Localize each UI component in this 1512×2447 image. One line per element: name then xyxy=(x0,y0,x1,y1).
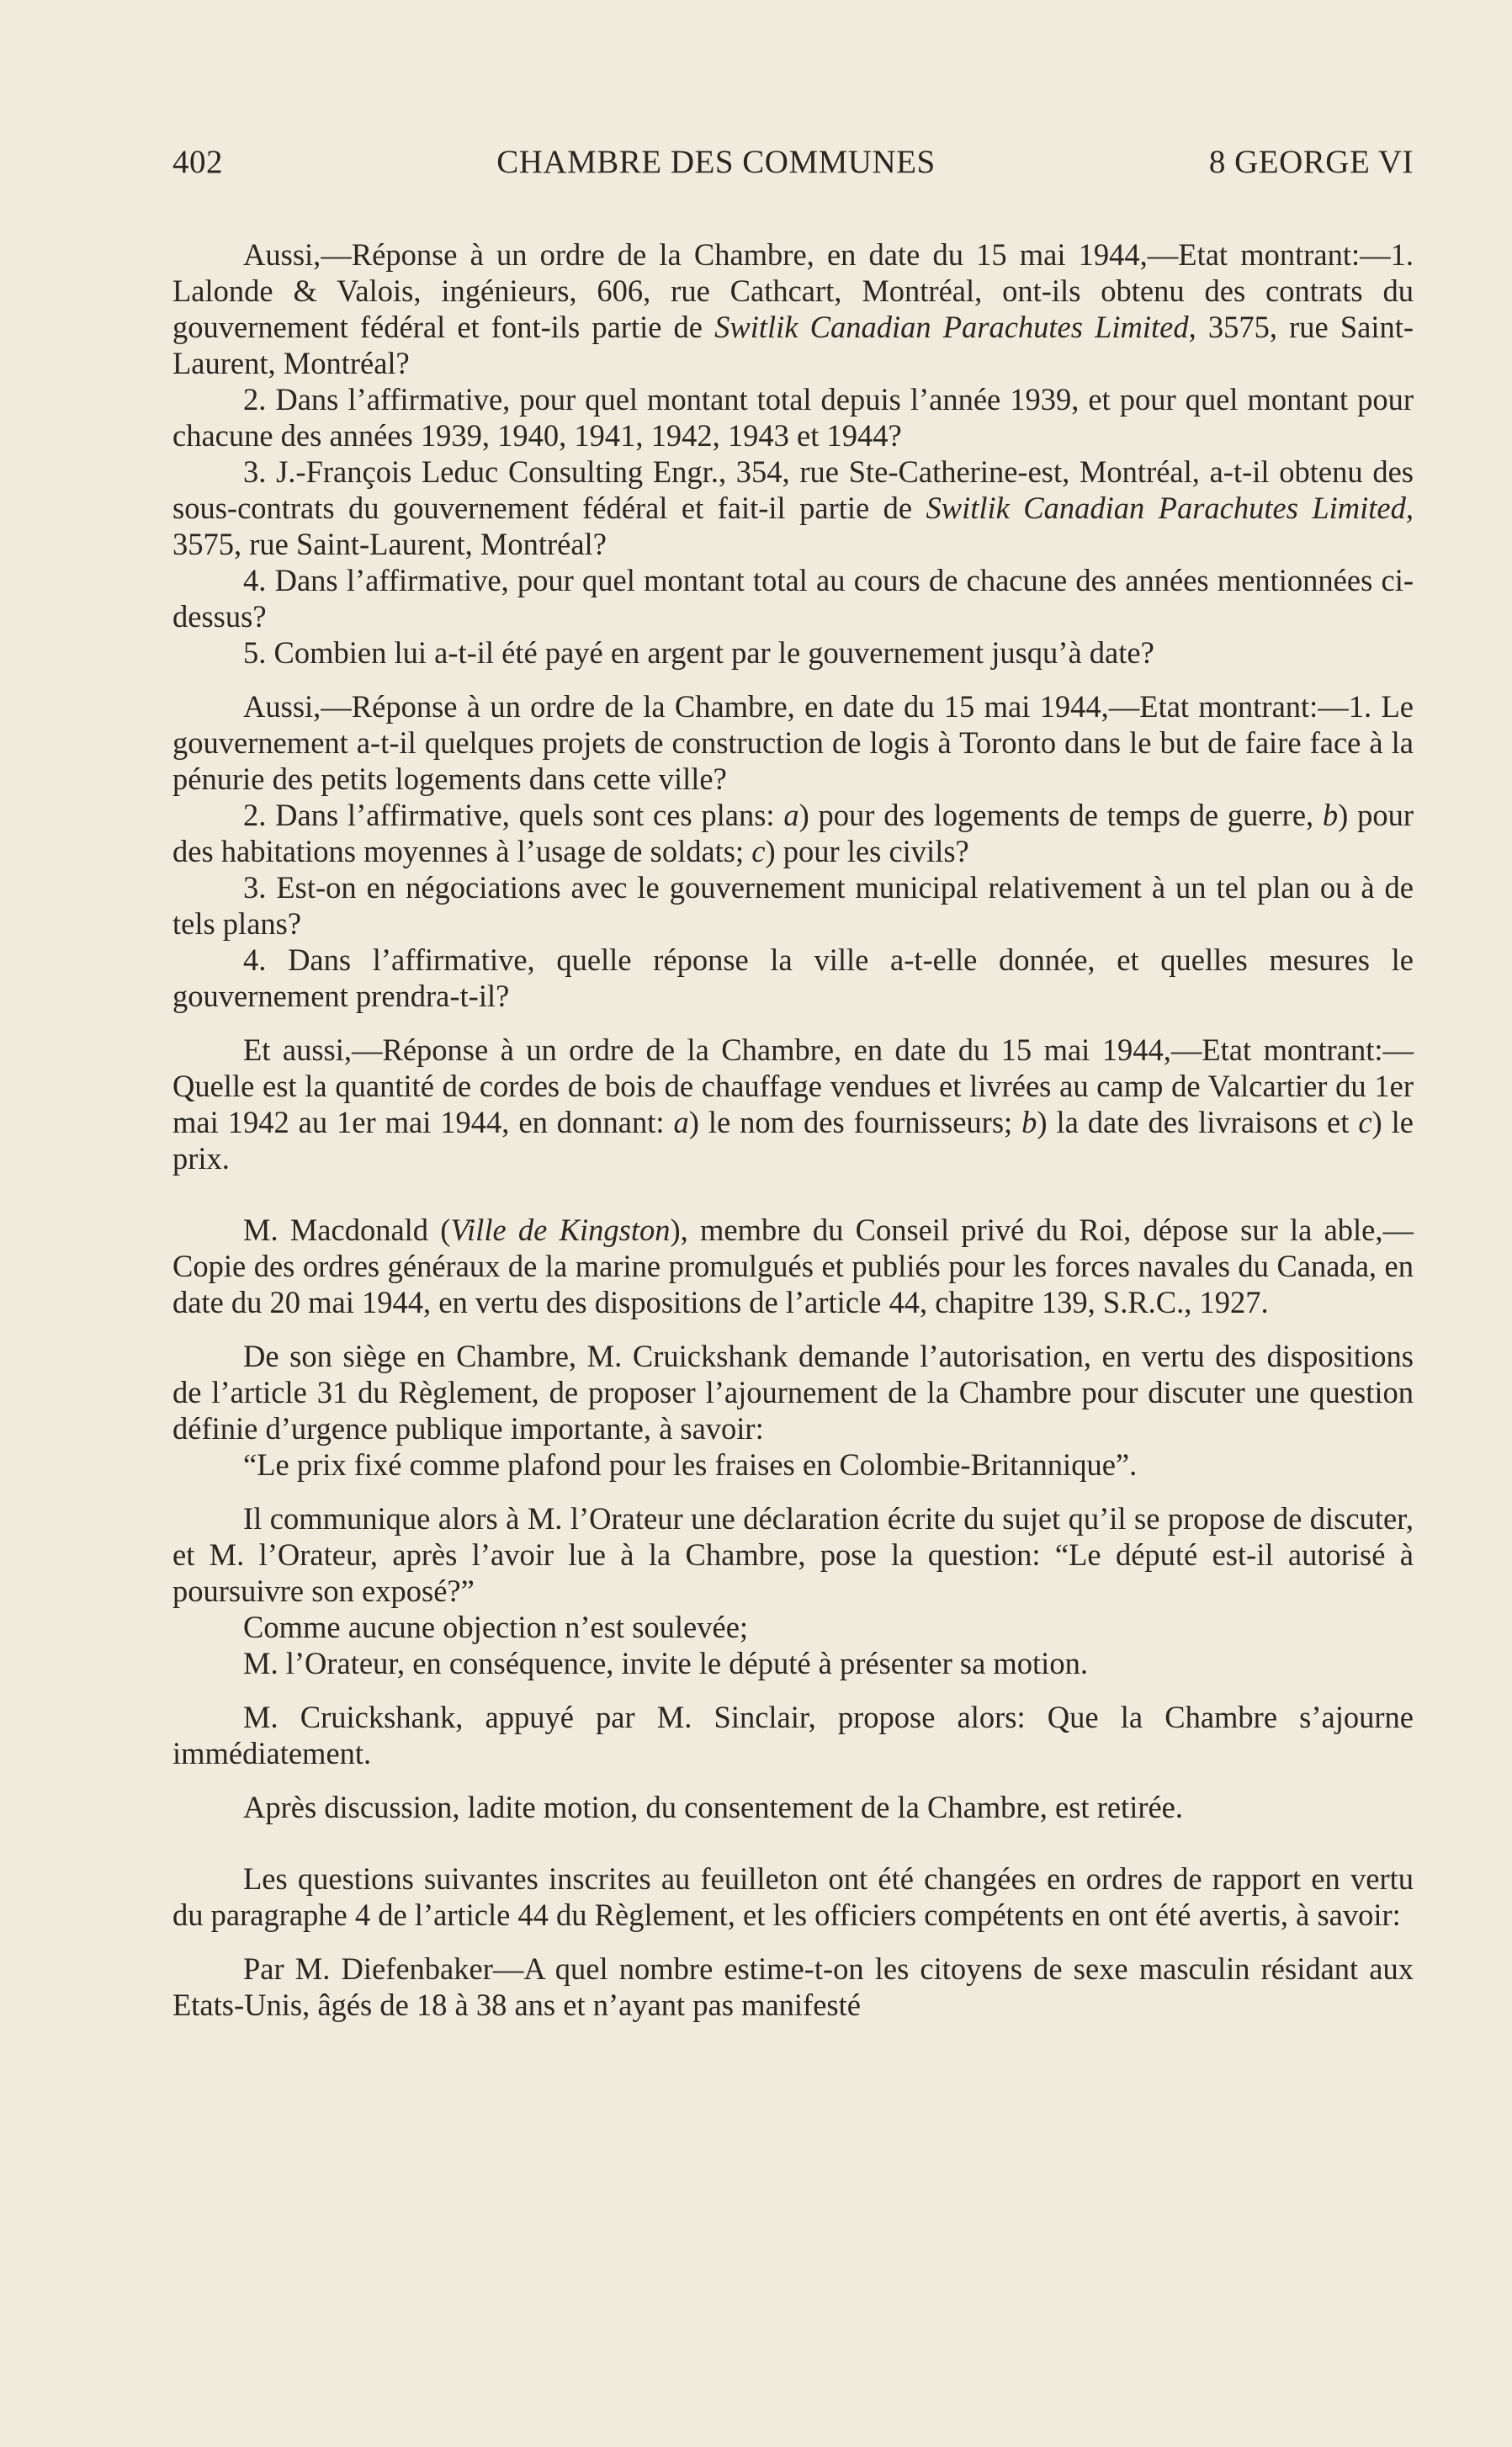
paragraph-question-3 xyxy=(172,454,1414,562)
journal-title: CHAMBRE DES COMMUNES xyxy=(496,144,936,180)
text-run: ) le prix. xyxy=(172,1105,1414,1176)
paragraph-question-5: 5. Combien lui a-t-il été payé en argent par le gouvernement jusqu’à date? xyxy=(243,635,1154,670)
list-letter: b xyxy=(1322,798,1339,832)
list-letter: c xyxy=(1358,1105,1372,1139)
list-letter: b xyxy=(1021,1105,1037,1139)
text-run: 3575, rue Saint-Laurent, Montréal? xyxy=(172,310,1414,380)
list-letter: a xyxy=(673,1105,689,1139)
paragraph-diefenbaker: Par M. Diefenbaker—A quel nombre estime-t-on les citoyens de sexe masculin résidant aux Etats-Unis, âgés de 18 à 38 ans et n’ayant pas manifesté xyxy=(172,1951,1414,2022)
paragraph-motion: M. Cruickshank, appuyé par M. Sinclair, propose alors: Que la Chambre s’ajourne immédiatement. xyxy=(172,1700,1414,1770)
list-letter: a xyxy=(783,798,799,832)
paragraph-questions-changed: Les questions suivantes inscrites au feuilleton ont été changées en ordres de rapport en vertu du paragraphe 4 de l’article 44 du Règlement, et les officiers compétents en ont été avertis, à savoir: xyxy=(172,1861,1414,1932)
text-run: ) la date des livraisons et xyxy=(1037,1105,1359,1139)
paragraph-cruickshank-request: De son siège en Chambre, M. Cruickshank demande l’autorisation, en vertu des dispositions de l’article 31 du Règlement, de proposer l’ajournement de la Chambre pour discuter une question définie d’urgence publique importante, à savoir: xyxy=(172,1339,1414,1446)
text-run: 2. Dans l’affirmative, quels sont ces plans: xyxy=(243,798,784,832)
paragraph-question-4: 4. Dans l’affirmative, pour quel montant total au cours de chacune des années mentionnées ci-dessus? xyxy=(172,563,1414,634)
reign-year: 8 GEORGE VI xyxy=(1208,144,1414,180)
paragraph-order-toronto-housing: Aussi,—Réponse à un ordre de la Chambre, en date du 15 mai 1944,—Etat montrant:—1. Le gouvernement a-t-il quelques projets de construction de logis à Toronto dans le but de faire face à la pénurie des petits logements dans cette ville? xyxy=(172,689,1414,796)
list-letter: c xyxy=(751,834,766,868)
company-name: Switlik Canadian Parachutes Limited, xyxy=(714,310,1196,344)
text-run: Et aussi,—Réponse à un ordre de la Chambre, en date du 15 mai 1944,—Etat montrant:—Quelle est la quantité de cordes de bois de chauffage vendues et livrées au camp de Valcartier du 1er mai 1942 au 1er mai 1944, en donnant: xyxy=(172,1032,1414,1139)
text-run: ) pour des logements de temps de guerre, xyxy=(798,798,1323,832)
riding-name: Ville de Kingston xyxy=(450,1213,671,1247)
paragraph-motion-withdrawn: Après discussion, ladite motion, du consentement de la Chambre, est retirée. xyxy=(243,1790,1184,1824)
running-header xyxy=(172,143,1414,181)
paragraph-housing-plans xyxy=(172,797,1414,869)
paragraph-no-objection: Comme aucune objection n’est soulevée; xyxy=(243,1610,749,1644)
paragraph-macdonald xyxy=(172,1212,1414,1320)
paragraph-city-response: 4. Dans l’affirmative, quelle réponse la ville a-t-elle donnée, et quelles mesures le gouvernement prendra-t-il? xyxy=(172,942,1414,1013)
paragraph-invite-motion: M. l’Orateur, en conséquence, invite le député à présenter sa motion. xyxy=(243,1646,1088,1680)
page xyxy=(172,143,1414,2023)
paragraph-question-2: 2. Dans l’affirmative, pour quel montant total depuis l’année 1939, et pour quel montant pour chacune des années 1939, 1940, 1941, 1942, 1943 et 1944? xyxy=(172,382,1414,453)
text-run: ) pour les civils? xyxy=(765,834,969,868)
text-run: Aussi,—Réponse à un ordre de la Chambre, en date du 15 mai 1944,—Etat montrant:—1. Lalonde & Valois, ingénieurs, 606, rue Cathcart, Montréal, ont-ils obtenu des contrats du gouvernement fédéral et font-ils partie de xyxy=(172,237,1414,344)
paragraph-quoted-question: “Le prix fixé comme plafond pour les fraises en Colombie-Britannique”. xyxy=(243,1447,1138,1482)
text-run: ) le nom des fournisseurs; xyxy=(688,1105,1022,1139)
paragraph-negotiations: 3. Est-on en négociations avec le gouvernement municipal relativement à un tel plan ou à de tels plans? xyxy=(172,870,1414,941)
company-name: Switlik Canadian Parachutes Limited, xyxy=(926,491,1414,525)
text-run: M. Macdonald ( xyxy=(243,1213,451,1247)
text-run: ) pour des habitations moyennes à l’usage de soldats; xyxy=(172,798,1414,868)
text-run: 3575, rue Saint-Laurent, Montréal? xyxy=(172,527,607,561)
paragraph-order-lalonde-valois xyxy=(172,236,1414,381)
text-run: 3. J.-François Leduc Consulting Engr., 354, rue Ste-Catherine-est, Montréal, a-t-il obtenu des sous-contrats du gouvernement fédéral et fait-il partie de xyxy=(172,454,1414,525)
paragraph-order-valcartier xyxy=(172,1032,1414,1176)
body-text xyxy=(172,236,1414,2023)
paragraph-declaration: Il communique alors à M. l’Orateur une déclaration écrite du sujet qu’il se propose de discuter, et M. l’Orateur, après l’avoir lue à la Chambre, pose la question: “Le député est-il autorisé à poursuivre son exposé?” xyxy=(172,1501,1414,1608)
text-run: ), membre du Conseil privé du Roi, dépose sur la able,—Copie des ordres généraux de la marine promulgués et publiés pour les forces navales du Canada, en date du 20 mai 1944, en vertu des dispositions de l’article 44, chapitre 139, S.R.C., 1927. xyxy=(172,1213,1414,1319)
page-number: 402 xyxy=(172,144,223,180)
